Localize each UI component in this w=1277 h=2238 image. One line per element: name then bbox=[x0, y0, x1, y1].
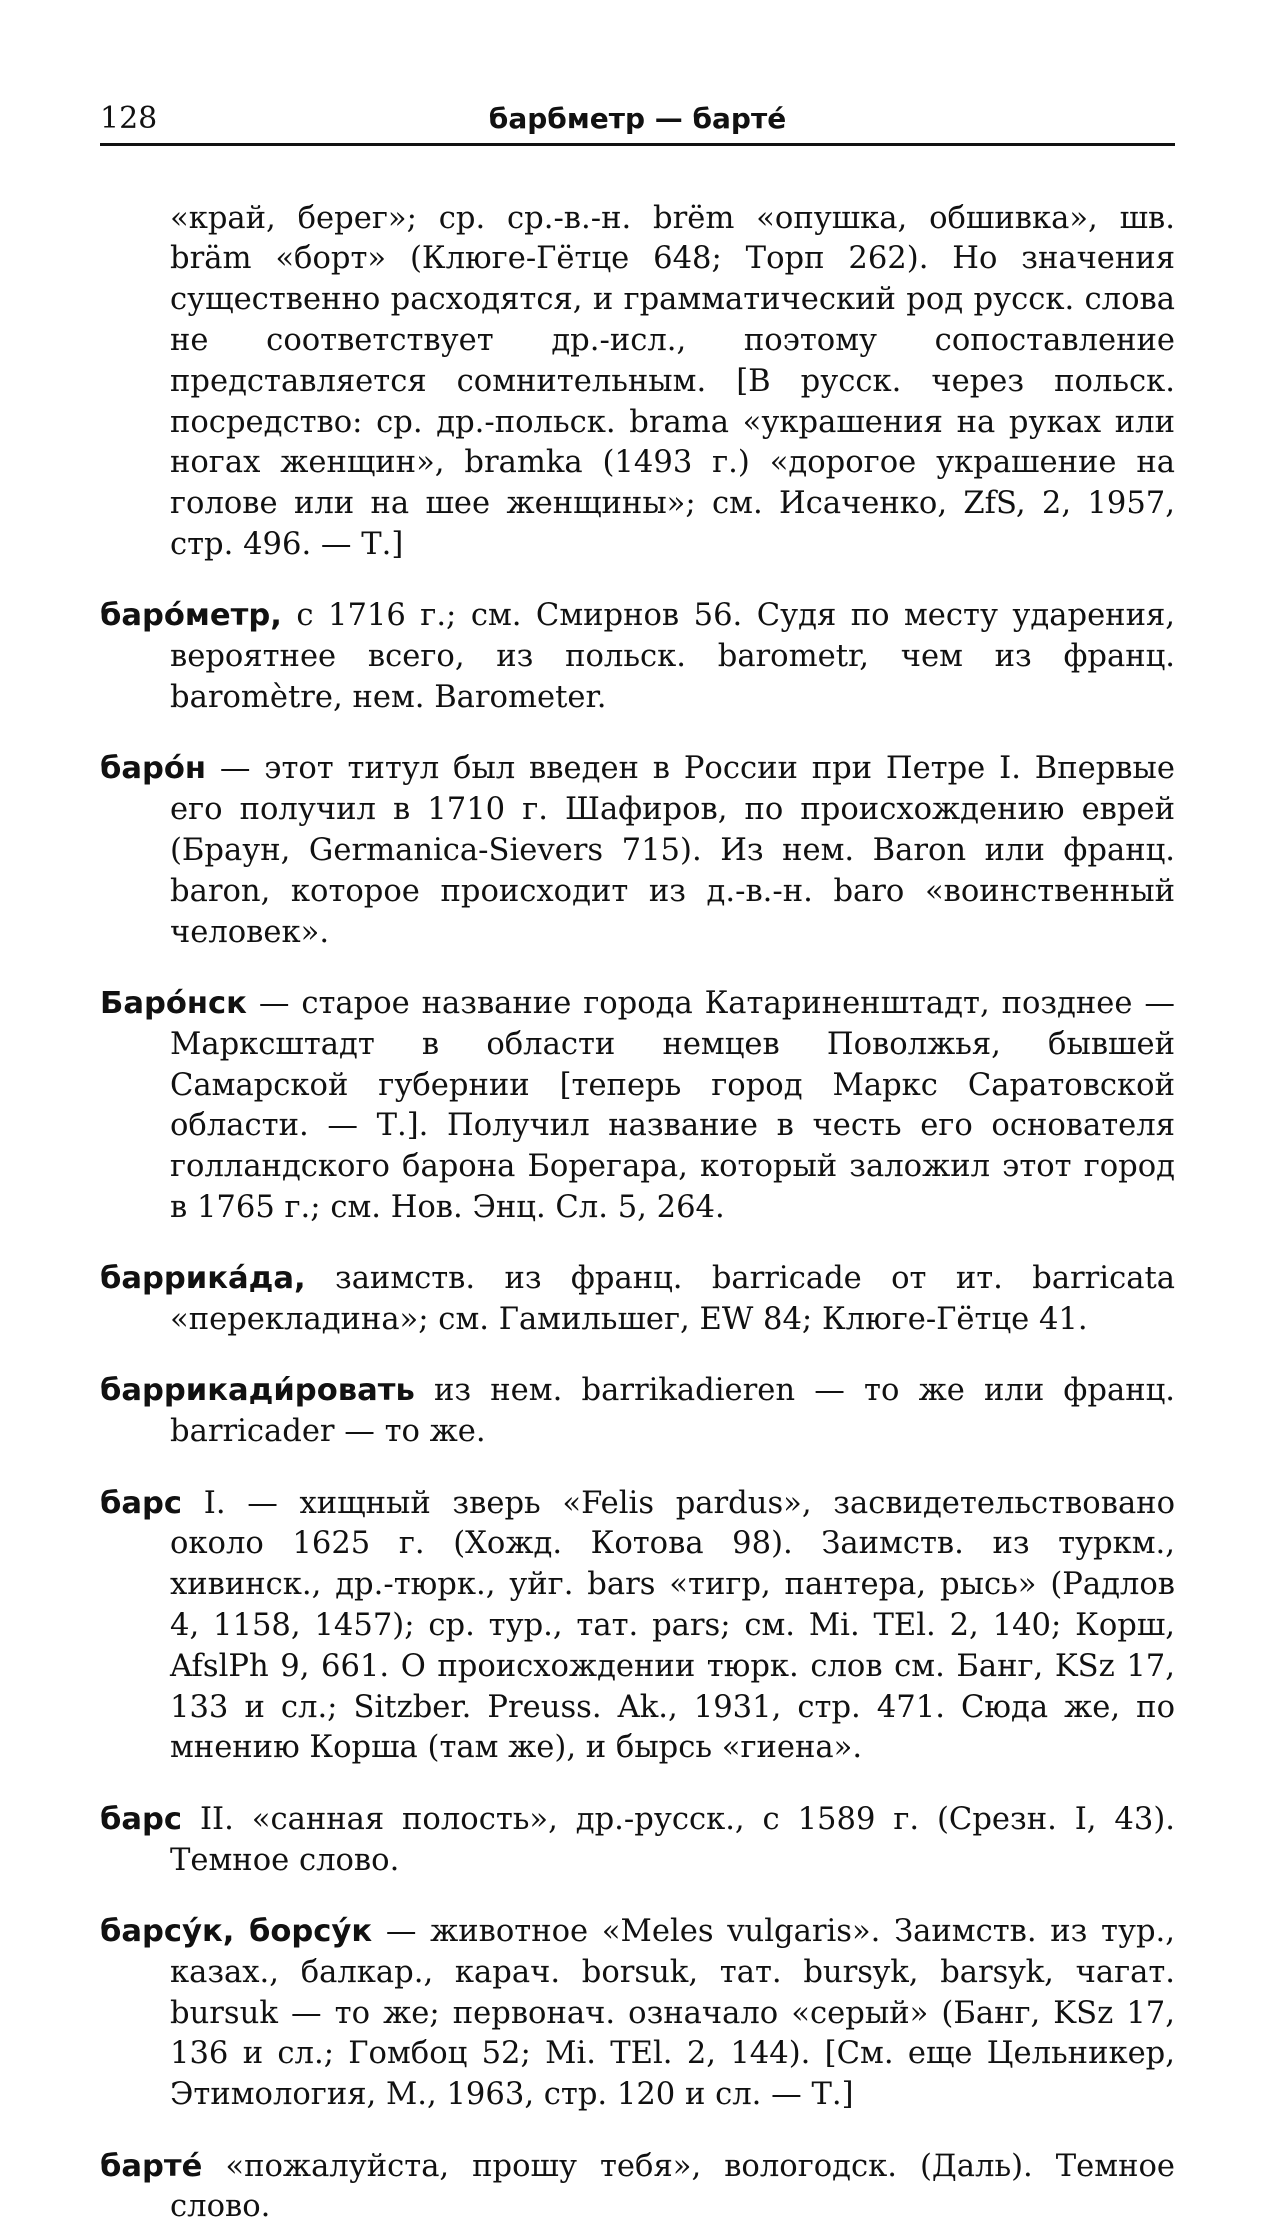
entry-headword: баррикади́ровать bbox=[100, 1373, 415, 1409]
page-number: 128 bbox=[100, 101, 158, 136]
entry-text: — старое название города Катариненштадт, позднее — Марксштадт в области немцев Поволжья, бывшей Самарской губернии [теперь город Маркс Саратовской области. — Т.]. Получил название в честь его основателя голландского барона Борегара, который заложил этот город в 1765 г.; см. Нов. Энц. Сл. 5, 264. bbox=[170, 985, 1175, 1225]
entry-baron bbox=[100, 749, 1175, 953]
entry-text: с 1716 г.; см. Смирнов 56. Судя по месту ударения, вероятнее всего, из польск. barometr, чем из франц. baromètre, нем. Barometer. bbox=[170, 598, 1175, 715]
entry-headword: баррикáда, bbox=[100, 1261, 306, 1297]
entry-baronsk bbox=[100, 984, 1175, 1229]
entry-barsuk bbox=[100, 1912, 1175, 2116]
entry-continuation bbox=[100, 199, 1175, 566]
entry-text: из нем. barrikadieren — то же или франц. barricader — то же. bbox=[170, 1373, 1175, 1450]
page-header bbox=[100, 96, 1175, 142]
entry-text: заимств. из франц. barricade от ит. barricata «перекладина»; см. Гамильшег, EW 84; Клюге-Гётце 41. bbox=[170, 1261, 1175, 1338]
entry-headword: бартé bbox=[100, 2148, 203, 2184]
entry-headword: барóметр, bbox=[100, 598, 282, 634]
entry-barrikadirovat bbox=[100, 1371, 1175, 1453]
entry-headword: барсýк, борсýк bbox=[100, 1914, 373, 1950]
entry-headword: барс bbox=[100, 1485, 183, 1521]
entry-barte bbox=[100, 2147, 1175, 2229]
entry-bars-1 bbox=[100, 1484, 1175, 1770]
entry-barrikada bbox=[100, 1259, 1175, 1341]
entry-text: — животное «Meles vulgaris». Заимств. из тур., казах., балкар., карач. borsuk, тат. bursyk, barsyk, чагат. bursuk — то же; первонач. означало «серый» (Банг, KSz 17, 136 и сл.; Гомбоц 52; Mi. TEl. 2, 144). [См. еще Цельникер, Этимология, М., 1963, стр. 120 и сл. — Т.] bbox=[170, 1914, 1175, 2113]
entry-headword: барóн bbox=[100, 751, 207, 787]
entry-bars-2 bbox=[100, 1800, 1175, 1882]
entry-text: II. «санная полость», др.-русск., с 1589 г. (Срезн. I, 43). Темное слово. bbox=[170, 1801, 1175, 1878]
entry-barometr bbox=[100, 596, 1175, 718]
entry-headword: барс bbox=[100, 1801, 183, 1837]
entry-text: — этот титул был введен в России при Петре I. Впервые его получил в 1710 г. Шафиров, по происхождению еврей (Браун, Germanica-Sievers 715). Из нем. Baron или франц. baron, которое происходит из д.-в.-н. baro «воинственный человек». bbox=[170, 751, 1175, 950]
entry-headword: Барóнск bbox=[100, 985, 247, 1021]
header-rule bbox=[100, 143, 1175, 146]
running-head: барбметр — бартé bbox=[488, 102, 787, 135]
dictionary-body bbox=[100, 168, 1175, 2238]
entry-text: «пожалуйста, прошу тебя», вологодск. (Даль). Темное слово. bbox=[170, 2148, 1175, 2225]
entry-text: I. — хищный зверь «Felis pardus», засвидетельствовано около 1625 г. (Хожд. Котова 98). Заимств. из туркм., хивинск., др.-тюрк., уйг. bars «тигр, пантера, рысь» (Радлов 4, 1158, 1457); ср. тур., тат. pars; см. Mi. TEl. 2, 140; Корш, AfslPh 9, 661. О происхождении тюрк. слов см. Банг, KSz 17, 133 и сл.; Sitzber. Preuss. Ak., 1931, стр. 471. Сюда же, по мнению Корша (там же), и бырсь «гиена». bbox=[170, 1485, 1175, 1766]
entry-text: «край, берег»; ср. ср.-в.-н. brëm «опушка, обшивка», шв. bräm «борт» (Клюге-Гётце 648; Торп 262). Но значения существенно расходятся, и грамматический род русск. слова не соответствует др.-исл., поэтому сопоставление представляется сомнительным. [В русск. через польск. посредство: ср. др.-польск. brama «украшения на руках или ногах женщин», bramka (1493 г.) «дорогое украшение на голове или на шее женщины»; см. Исаченко, ZfS, 2, 1957, стр. 496. — Т.] bbox=[170, 200, 1175, 562]
